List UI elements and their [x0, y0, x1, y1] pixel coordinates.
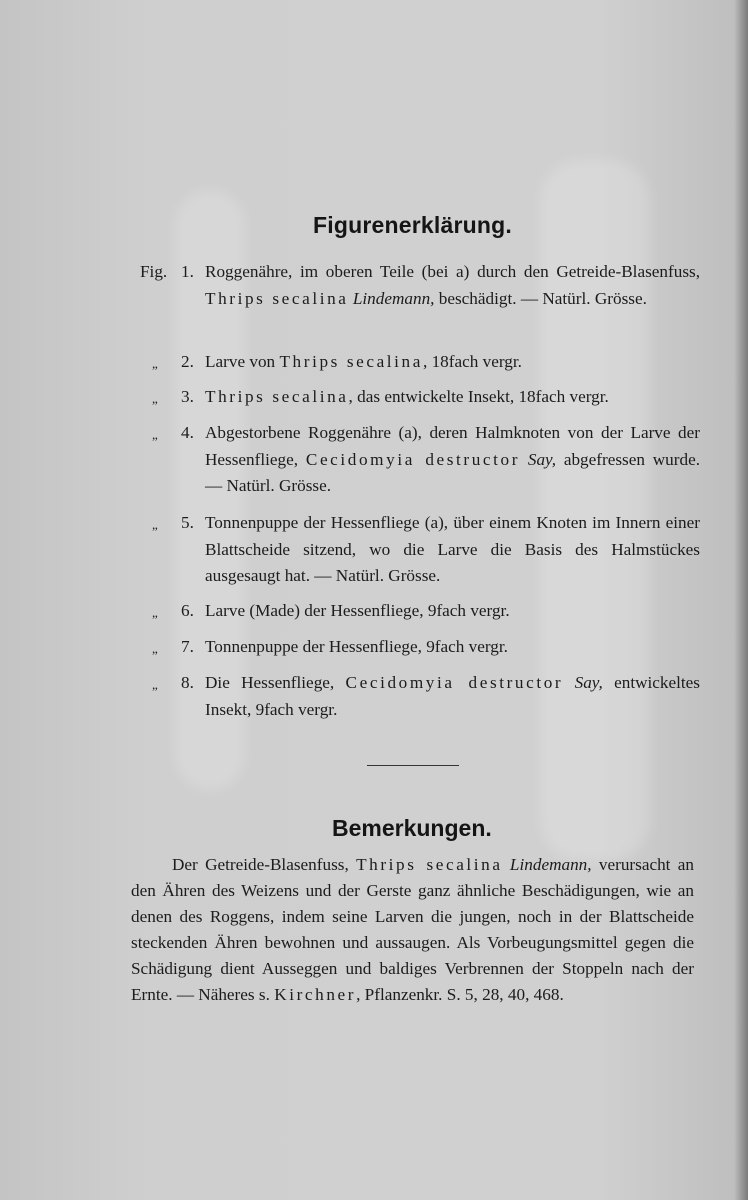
text-run: Abgestorbene Roggenähre (a), deren Halmknoten von der Larve der Hessenfliege, [205, 423, 700, 469]
figure-caption [205, 634, 700, 661]
author-name: Lindemann, [352, 288, 435, 308]
figure-caption [205, 510, 700, 590]
text-run: , das entwickelte Insekt, 18fach vergr. [348, 387, 609, 406]
figure-number: 7. [181, 637, 194, 656]
figure-number: 1. [181, 262, 194, 281]
text-run: Tonnenpuppe der Hessenfliege (a), über einem Knoten im Innern einer Blattscheide sitzend, wo die Larve die Basis des Halmstückes ausgesaugt hat. — Natürl. Grösse. [205, 513, 700, 585]
text-run: Die Hessenfliege, [205, 673, 346, 692]
species-name: Cecidomyia destructor [345, 673, 564, 692]
ditto-mark: „ [152, 391, 158, 406]
page-edge-shadow [734, 0, 748, 1200]
figure-number: 3. [181, 387, 194, 406]
text-run: , Pflanzenkr. S. 5, 28, 40, 468. [356, 985, 564, 1004]
text-run: abgefressen wurde. — Natürl. Grösse. [205, 449, 700, 495]
figure-caption [205, 349, 700, 376]
remarks-paragraph [131, 852, 694, 1008]
figure-entry-8 [140, 670, 700, 723]
figure-number: 4. [181, 423, 194, 442]
section-divider [367, 765, 459, 766]
figure-number: 6. [181, 601, 194, 620]
text-run: Tonnenpuppe der Hessenfliege, 9fach vergr. [205, 637, 508, 656]
figure-entry-6 [140, 598, 700, 625]
species-name: Thrips secalina [205, 387, 349, 406]
figure-caption [205, 598, 700, 625]
figure-entry-7 [140, 634, 700, 661]
figure-entry-4 [140, 420, 700, 500]
text-run [563, 673, 574, 692]
author-name: Say, [574, 673, 603, 692]
species-name: Thrips secalina [356, 855, 503, 874]
remarks-heading: Bemerkungen. [332, 815, 492, 841]
figure-caption [205, 670, 700, 723]
text-run: Larve (Made) der Hessenfliege, 9fach vergr. [205, 601, 510, 620]
species-name: Cecidomyia destructor [305, 449, 521, 469]
figure-entry-3 [140, 384, 700, 411]
text-run: , 18fach vergr. [422, 352, 522, 371]
ditto-mark: „ [152, 517, 158, 532]
species-name: Kirchner [274, 985, 357, 1004]
figure-entry-2 [140, 349, 700, 376]
figure-number: 8. [181, 673, 194, 692]
species-name: Thrips secalina [279, 352, 423, 371]
text-run: Roggenähre, im oberen Teile (bei a) durch den Getreide-Blasenfuss, [205, 262, 700, 281]
figure-caption [205, 259, 700, 312]
figure-caption [205, 384, 700, 411]
ditto-mark: „ [152, 356, 158, 371]
figure-caption [205, 420, 700, 500]
figure-number: 2. [181, 352, 194, 371]
text-run: Der Getreide-Blasenfuss, [172, 855, 357, 874]
text-run: Larve von [205, 352, 280, 371]
text-run: verursacht an den Ähren des Weizens und der Gerste ganz ähnliche Beschädigungen, wie an denen des Roggens, indem seine Larven die jungen, noch in der Blattscheide steckenden Ähren bewohnen und aussaugen. Als Vorbeugungsmittel gegen die Schädigung dient Ausseggen und baldiges Verbrennen der Stoppeln nach der Ernte. — Näheres s. [131, 855, 694, 1004]
figure-number: 5. [181, 513, 194, 532]
author-name: Say, [527, 449, 557, 469]
author-name: Lindemann, [509, 855, 592, 874]
figures-heading: Figurenerklärung. [313, 212, 512, 238]
text-run [503, 855, 510, 874]
text-run [520, 450, 528, 469]
remarks-body [131, 852, 694, 1008]
ditto-mark: „ [152, 427, 158, 442]
ditto-mark: „ [152, 677, 158, 692]
figure-entry-1 [140, 259, 700, 312]
figure-label: Fig. [140, 262, 168, 281]
figure-entry-5 [140, 510, 700, 590]
species-name: Thrips secalina [205, 288, 349, 308]
text-run: entwickeltes Insekt, 9fach vergr. [205, 673, 700, 719]
ditto-mark: „ [152, 605, 158, 620]
text-run: beschädigt. — Natürl. Grösse. [434, 288, 647, 308]
ditto-mark: „ [152, 641, 158, 656]
